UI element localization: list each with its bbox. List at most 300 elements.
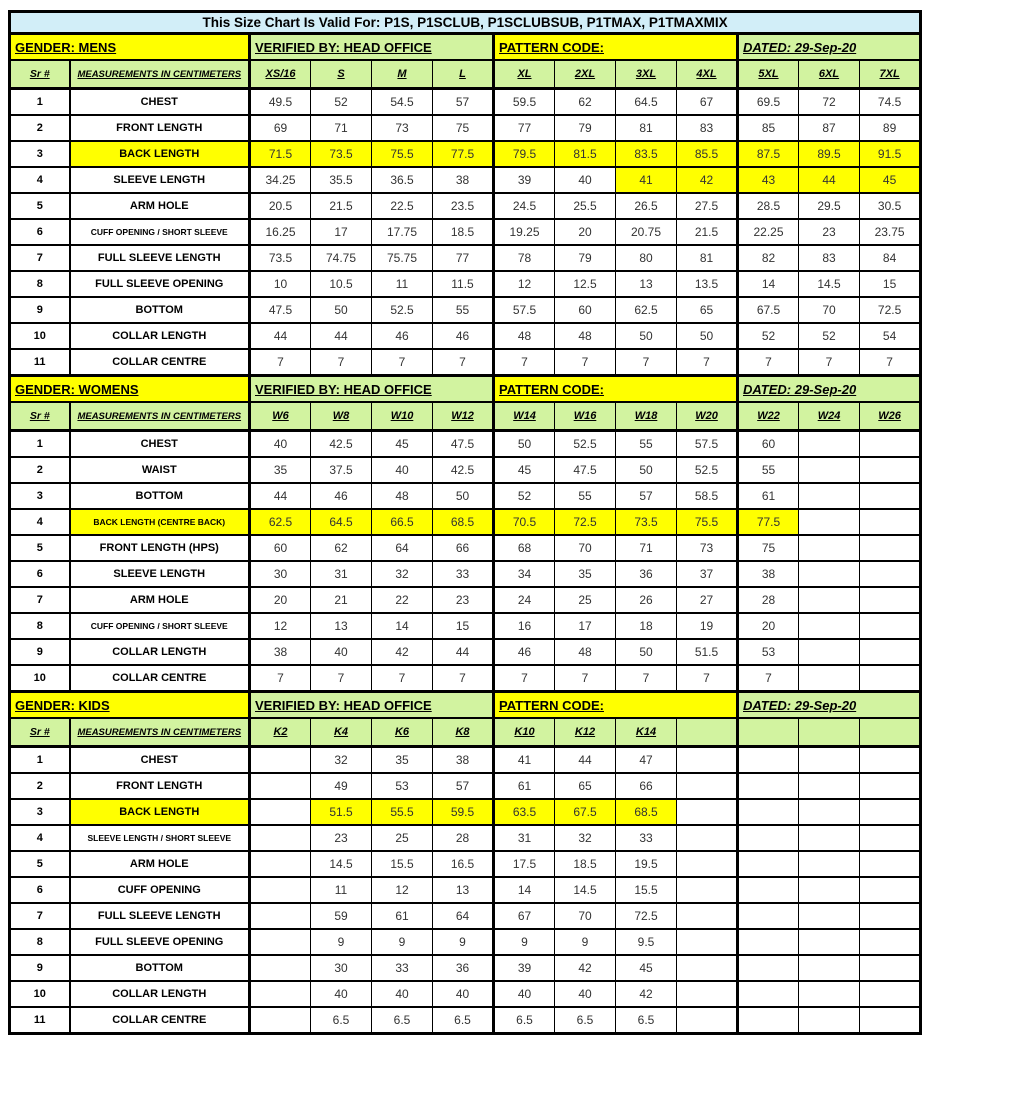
size-value-cell xyxy=(860,613,921,639)
measurement-label-cell: COLLAR CENTRE xyxy=(70,665,250,692)
size-value-cell xyxy=(799,639,860,665)
size-value-cell: 70 xyxy=(799,297,860,323)
size-value-cell: 42.5 xyxy=(433,457,494,483)
size-value-cell: 75.75 xyxy=(372,245,433,271)
size-value-cell: 6.5 xyxy=(494,1007,555,1034)
size-value-cell xyxy=(250,877,311,903)
measurement-row xyxy=(10,613,921,639)
size-value-cell: 7 xyxy=(433,349,494,376)
size-value-cell: 44 xyxy=(311,323,372,349)
size-value-cell xyxy=(799,457,860,483)
measurement-row xyxy=(10,115,921,141)
size-value-cell: 81 xyxy=(677,245,738,271)
measurement-label-cell: COLLAR CENTRE xyxy=(70,1007,250,1034)
size-value-cell xyxy=(677,1007,738,1034)
size-value-cell: 15 xyxy=(433,613,494,639)
measurement-label-cell: COLLAR LENGTH xyxy=(70,981,250,1007)
size-header-cell: 6XL xyxy=(799,60,860,89)
measurements-header-cell: MEASUREMENTS IN CENTIMETERS xyxy=(70,60,250,89)
size-value-cell: 89 xyxy=(860,115,921,141)
size-header-cell: 2XL xyxy=(555,60,616,89)
sr-cell: 9 xyxy=(10,297,70,323)
size-value-cell: 7 xyxy=(860,349,921,376)
size-value-cell: 40 xyxy=(555,167,616,193)
size-value-cell: 68 xyxy=(494,535,555,561)
size-value-cell: 31 xyxy=(311,561,372,587)
measurement-label-cell: CHEST xyxy=(70,747,250,774)
sr-cell: 3 xyxy=(10,483,70,509)
size-header-cell xyxy=(860,718,921,747)
size-value-cell: 23 xyxy=(311,825,372,851)
pattern-code-label: PATTERN CODE: xyxy=(494,692,738,719)
size-value-cell: 38 xyxy=(433,747,494,774)
size-value-cell: 7 xyxy=(738,665,799,692)
size-header-cell: W18 xyxy=(616,402,677,431)
size-value-cell xyxy=(799,773,860,799)
size-value-cell: 74.75 xyxy=(311,245,372,271)
measurement-row xyxy=(10,535,921,561)
size-value-cell: 32 xyxy=(555,825,616,851)
size-value-cell: 52 xyxy=(799,323,860,349)
measurement-row xyxy=(10,271,921,297)
size-value-cell: 23 xyxy=(799,219,860,245)
size-value-cell xyxy=(799,587,860,613)
size-value-cell: 72.5 xyxy=(555,509,616,535)
sr-cell: 3 xyxy=(10,799,70,825)
size-header-cell: W16 xyxy=(555,402,616,431)
size-value-cell: 59.5 xyxy=(433,799,494,825)
size-value-cell xyxy=(860,877,921,903)
measurement-row xyxy=(10,1007,921,1034)
size-value-cell: 64.5 xyxy=(616,89,677,116)
size-value-cell: 29.5 xyxy=(799,193,860,219)
size-value-cell: 51.5 xyxy=(677,639,738,665)
size-value-cell xyxy=(677,799,738,825)
size-value-cell: 12.5 xyxy=(555,271,616,297)
size-value-cell: 9 xyxy=(372,929,433,955)
size-value-cell xyxy=(677,981,738,1007)
size-value-cell xyxy=(860,851,921,877)
size-value-cell: 55 xyxy=(555,483,616,509)
size-value-cell: 31 xyxy=(494,825,555,851)
size-value-cell: 44 xyxy=(433,639,494,665)
size-value-cell: 70 xyxy=(555,903,616,929)
measurement-row xyxy=(10,509,921,535)
size-value-cell: 6.5 xyxy=(616,1007,677,1034)
size-value-cell: 37.5 xyxy=(311,457,372,483)
size-value-cell: 71.5 xyxy=(250,141,311,167)
size-value-cell: 40 xyxy=(555,981,616,1007)
size-value-cell xyxy=(860,535,921,561)
size-value-cell: 20.5 xyxy=(250,193,311,219)
size-value-cell: 69 xyxy=(250,115,311,141)
size-value-cell: 10 xyxy=(250,271,311,297)
sr-cell: 6 xyxy=(10,561,70,587)
size-value-cell xyxy=(738,747,799,774)
size-value-cell xyxy=(860,587,921,613)
measurement-label-cell: COLLAR LENGTH xyxy=(70,639,250,665)
measurement-row xyxy=(10,903,921,929)
size-value-cell: 19.25 xyxy=(494,219,555,245)
sr-header-cell: Sr # xyxy=(10,60,70,89)
size-value-cell: 55 xyxy=(738,457,799,483)
size-header-cell: W22 xyxy=(738,402,799,431)
size-value-cell: 22.5 xyxy=(372,193,433,219)
size-value-cell: 73 xyxy=(372,115,433,141)
size-value-cell: 45 xyxy=(860,167,921,193)
size-value-cell: 30.5 xyxy=(860,193,921,219)
size-header-cell: W26 xyxy=(860,402,921,431)
size-value-cell: 54.5 xyxy=(372,89,433,116)
size-value-cell xyxy=(738,903,799,929)
measurement-row xyxy=(10,245,921,271)
size-value-cell: 84 xyxy=(860,245,921,271)
pattern-code-label: PATTERN CODE: xyxy=(494,34,738,61)
size-value-cell: 9 xyxy=(433,929,494,955)
measurement-label-cell: SLEEVE LENGTH xyxy=(70,167,250,193)
measurement-label-cell: SLEEVE LENGTH xyxy=(70,561,250,587)
size-value-cell: 26.5 xyxy=(616,193,677,219)
size-value-cell: 62 xyxy=(555,89,616,116)
size-value-cell xyxy=(677,929,738,955)
measurement-label-cell: BACK LENGTH xyxy=(70,799,250,825)
size-value-cell: 39 xyxy=(494,955,555,981)
size-value-cell: 50 xyxy=(311,297,372,323)
size-chart-table xyxy=(8,10,922,1035)
size-value-cell: 7 xyxy=(677,349,738,376)
measurements-header-cell: MEASUREMENTS IN CENTIMETERS xyxy=(70,402,250,431)
sr-cell: 2 xyxy=(10,773,70,799)
size-value-cell: 11 xyxy=(372,271,433,297)
size-value-cell: 40 xyxy=(311,639,372,665)
sr-cell: 5 xyxy=(10,193,70,219)
size-value-cell: 7 xyxy=(250,665,311,692)
size-value-cell: 9 xyxy=(494,929,555,955)
size-value-cell xyxy=(799,665,860,692)
measurement-row xyxy=(10,167,921,193)
measurements-header-cell: MEASUREMENTS IN CENTIMETERS xyxy=(70,718,250,747)
size-value-cell: 70.5 xyxy=(494,509,555,535)
size-value-cell: 40 xyxy=(372,457,433,483)
size-value-cell xyxy=(799,1007,860,1034)
size-value-cell: 21.5 xyxy=(677,219,738,245)
size-value-cell xyxy=(250,773,311,799)
size-value-cell: 23.5 xyxy=(433,193,494,219)
size-value-cell: 49 xyxy=(311,773,372,799)
size-header-cell: K10 xyxy=(494,718,555,747)
size-value-cell: 24 xyxy=(494,587,555,613)
measurement-label-cell: FULL SLEEVE OPENING xyxy=(70,271,250,297)
size-value-cell: 45 xyxy=(372,431,433,458)
size-value-cell: 79 xyxy=(555,115,616,141)
size-value-cell: 9.5 xyxy=(616,929,677,955)
measurement-row xyxy=(10,587,921,613)
measurement-label-cell: WAIST xyxy=(70,457,250,483)
size-value-cell xyxy=(799,561,860,587)
size-value-cell: 47.5 xyxy=(250,297,311,323)
size-value-cell xyxy=(738,799,799,825)
size-value-cell xyxy=(799,747,860,774)
size-value-cell: 59.5 xyxy=(494,89,555,116)
size-value-cell: 52 xyxy=(738,323,799,349)
measurement-label-cell: BOTTOM xyxy=(70,297,250,323)
verified-by-label: VERIFIED BY: HEAD OFFICE xyxy=(250,376,494,403)
size-header-row xyxy=(10,60,921,89)
measurement-label-cell: BOTTOM xyxy=(70,955,250,981)
size-value-cell: 25 xyxy=(372,825,433,851)
size-value-cell: 13 xyxy=(616,271,677,297)
size-value-cell: 46 xyxy=(494,639,555,665)
size-value-cell: 72.5 xyxy=(860,297,921,323)
size-value-cell: 17.75 xyxy=(372,219,433,245)
size-value-cell: 24.5 xyxy=(494,193,555,219)
size-header-cell xyxy=(799,718,860,747)
size-value-cell: 7 xyxy=(738,349,799,376)
measurement-row xyxy=(10,981,921,1007)
size-value-cell: 7 xyxy=(494,349,555,376)
size-value-cell: 79 xyxy=(555,245,616,271)
size-value-cell xyxy=(799,825,860,851)
size-value-cell: 85 xyxy=(738,115,799,141)
size-header-cell: M xyxy=(372,60,433,89)
size-value-cell: 34.25 xyxy=(250,167,311,193)
measurement-label-cell: COLLAR LENGTH xyxy=(70,323,250,349)
verified-by-label: VERIFIED BY: HEAD OFFICE xyxy=(250,34,494,61)
sr-cell: 4 xyxy=(10,825,70,851)
size-value-cell: 73.5 xyxy=(616,509,677,535)
measurement-label-cell: FULL SLEEVE LENGTH xyxy=(70,903,250,929)
size-value-cell xyxy=(799,929,860,955)
size-value-cell: 64.5 xyxy=(311,509,372,535)
size-value-cell: 55 xyxy=(616,431,677,458)
sr-cell: 8 xyxy=(10,929,70,955)
size-value-cell xyxy=(860,457,921,483)
size-value-cell: 83 xyxy=(677,115,738,141)
sr-cell: 6 xyxy=(10,219,70,245)
size-value-cell xyxy=(860,639,921,665)
size-value-cell: 75.5 xyxy=(372,141,433,167)
measurement-row xyxy=(10,773,921,799)
size-value-cell: 83.5 xyxy=(616,141,677,167)
size-header-cell: 5XL xyxy=(738,60,799,89)
size-value-cell: 85.5 xyxy=(677,141,738,167)
size-value-cell: 48 xyxy=(555,323,616,349)
size-value-cell: 42 xyxy=(616,981,677,1007)
size-header-cell: K2 xyxy=(250,718,311,747)
size-value-cell: 50 xyxy=(433,483,494,509)
size-value-cell: 41 xyxy=(616,167,677,193)
pattern-code-label: PATTERN CODE: xyxy=(494,376,738,403)
size-value-cell: 91.5 xyxy=(860,141,921,167)
size-header-cell: XL xyxy=(494,60,555,89)
size-value-cell: 17 xyxy=(555,613,616,639)
size-value-cell: 6.5 xyxy=(311,1007,372,1034)
size-value-cell: 70 xyxy=(555,535,616,561)
size-value-cell: 37 xyxy=(677,561,738,587)
size-value-cell: 81.5 xyxy=(555,141,616,167)
size-value-cell: 52.5 xyxy=(372,297,433,323)
size-value-cell xyxy=(860,431,921,458)
size-value-cell: 7 xyxy=(616,349,677,376)
sr-cell: 4 xyxy=(10,509,70,535)
size-value-cell: 44 xyxy=(250,323,311,349)
size-value-cell: 58.5 xyxy=(677,483,738,509)
measurement-row xyxy=(10,431,921,458)
sr-cell: 7 xyxy=(10,903,70,929)
size-value-cell xyxy=(860,773,921,799)
sr-cell: 2 xyxy=(10,457,70,483)
size-value-cell: 7 xyxy=(311,349,372,376)
size-value-cell: 36 xyxy=(433,955,494,981)
size-value-cell xyxy=(860,903,921,929)
size-value-cell xyxy=(860,509,921,535)
size-value-cell: 77 xyxy=(433,245,494,271)
size-value-cell: 87.5 xyxy=(738,141,799,167)
size-value-cell: 13 xyxy=(433,877,494,903)
size-value-cell: 33 xyxy=(616,825,677,851)
section-gender-row xyxy=(10,376,921,403)
size-value-cell: 66 xyxy=(616,773,677,799)
size-header-cell: K4 xyxy=(311,718,372,747)
size-value-cell: 7 xyxy=(616,665,677,692)
measurement-row xyxy=(10,323,921,349)
size-header-cell: W8 xyxy=(311,402,372,431)
size-value-cell: 18.5 xyxy=(433,219,494,245)
measurement-row xyxy=(10,955,921,981)
size-value-cell: 60 xyxy=(555,297,616,323)
size-value-cell xyxy=(250,799,311,825)
size-value-cell xyxy=(799,903,860,929)
size-value-cell: 75 xyxy=(738,535,799,561)
size-value-cell: 48 xyxy=(494,323,555,349)
measurement-label-cell: ARM HOLE xyxy=(70,587,250,613)
size-value-cell: 40 xyxy=(250,431,311,458)
size-header-cell: W6 xyxy=(250,402,311,431)
dated-label: DATED: 29-Sep-20 xyxy=(738,376,921,403)
size-value-cell: 12 xyxy=(250,613,311,639)
size-value-cell: 13 xyxy=(311,613,372,639)
size-value-cell: 7 xyxy=(494,665,555,692)
measurement-label-cell: BOTTOM xyxy=(70,483,250,509)
size-value-cell: 66 xyxy=(433,535,494,561)
size-value-cell: 17.5 xyxy=(494,851,555,877)
size-value-cell: 14.5 xyxy=(799,271,860,297)
sr-header-cell: Sr # xyxy=(10,402,70,431)
size-value-cell xyxy=(677,903,738,929)
size-value-cell: 80 xyxy=(616,245,677,271)
section-gender-row xyxy=(10,692,921,719)
size-value-cell: 75 xyxy=(433,115,494,141)
size-value-cell: 64 xyxy=(433,903,494,929)
size-value-cell xyxy=(799,799,860,825)
size-value-cell xyxy=(250,1007,311,1034)
size-header-cell: K8 xyxy=(433,718,494,747)
sr-cell: 10 xyxy=(10,665,70,692)
size-value-cell xyxy=(250,981,311,1007)
size-header-cell: 4XL xyxy=(677,60,738,89)
size-value-cell: 6.5 xyxy=(555,1007,616,1034)
sr-cell: 4 xyxy=(10,167,70,193)
sr-cell: 1 xyxy=(10,747,70,774)
size-value-cell xyxy=(738,877,799,903)
size-value-cell: 28 xyxy=(738,587,799,613)
size-value-cell xyxy=(799,483,860,509)
size-value-cell: 35 xyxy=(555,561,616,587)
size-value-cell xyxy=(860,929,921,955)
size-value-cell: 52 xyxy=(311,89,372,116)
size-value-cell: 35 xyxy=(250,457,311,483)
size-value-cell: 6.5 xyxy=(372,1007,433,1034)
size-value-cell: 7 xyxy=(433,665,494,692)
size-value-cell xyxy=(738,773,799,799)
size-value-cell: 42 xyxy=(372,639,433,665)
measurement-row xyxy=(10,89,921,116)
measurement-row xyxy=(10,639,921,665)
size-value-cell: 40 xyxy=(311,981,372,1007)
size-value-cell: 50 xyxy=(616,457,677,483)
size-header-cell: W12 xyxy=(433,402,494,431)
gender-label: GENDER: WOMENS xyxy=(10,376,250,403)
size-value-cell: 16.5 xyxy=(433,851,494,877)
measurement-label-cell: CHEST xyxy=(70,431,250,458)
size-value-cell xyxy=(860,747,921,774)
size-value-cell: 67.5 xyxy=(555,799,616,825)
size-header-cell: 7XL xyxy=(860,60,921,89)
size-value-cell: 55 xyxy=(433,297,494,323)
size-value-cell: 62.5 xyxy=(616,297,677,323)
size-header-row xyxy=(10,718,921,747)
size-value-cell xyxy=(799,535,860,561)
size-value-cell: 73.5 xyxy=(311,141,372,167)
size-value-cell: 62 xyxy=(311,535,372,561)
size-value-cell: 75.5 xyxy=(677,509,738,535)
size-value-cell: 48 xyxy=(555,639,616,665)
size-value-cell: 47.5 xyxy=(433,431,494,458)
verified-by-label: VERIFIED BY: HEAD OFFICE xyxy=(250,692,494,719)
dated-label: DATED: 29-Sep-20 xyxy=(738,34,921,61)
size-value-cell xyxy=(799,851,860,877)
measurement-row xyxy=(10,297,921,323)
size-value-cell: 18.5 xyxy=(555,851,616,877)
size-header-cell: L xyxy=(433,60,494,89)
size-value-cell xyxy=(250,747,311,774)
size-value-cell xyxy=(860,561,921,587)
measurement-label-cell: FULL SLEEVE OPENING xyxy=(70,929,250,955)
size-value-cell: 83 xyxy=(799,245,860,271)
size-value-cell: 57 xyxy=(433,89,494,116)
measurement-row xyxy=(10,825,921,851)
measurement-row xyxy=(10,561,921,587)
size-value-cell: 73 xyxy=(677,535,738,561)
size-value-cell: 65 xyxy=(677,297,738,323)
size-value-cell: 50 xyxy=(494,431,555,458)
size-value-cell: 33 xyxy=(372,955,433,981)
size-value-cell: 40 xyxy=(494,981,555,1007)
sr-cell: 5 xyxy=(10,535,70,561)
size-value-cell: 22 xyxy=(372,587,433,613)
size-value-cell: 68.5 xyxy=(616,799,677,825)
sr-cell: 11 xyxy=(10,1007,70,1034)
measurement-row xyxy=(10,665,921,692)
size-value-cell xyxy=(677,747,738,774)
sr-cell: 10 xyxy=(10,323,70,349)
size-value-cell: 52 xyxy=(494,483,555,509)
sr-cell: 10 xyxy=(10,981,70,1007)
chart-validity-banner: This Size Chart Is Valid For: P1S, P1SCLUB, P1SCLUBSUB, P1TMAX, P1TMAXMIX xyxy=(10,12,921,34)
size-value-cell xyxy=(860,665,921,692)
size-header-cell: S xyxy=(311,60,372,89)
size-value-cell: 47.5 xyxy=(555,457,616,483)
